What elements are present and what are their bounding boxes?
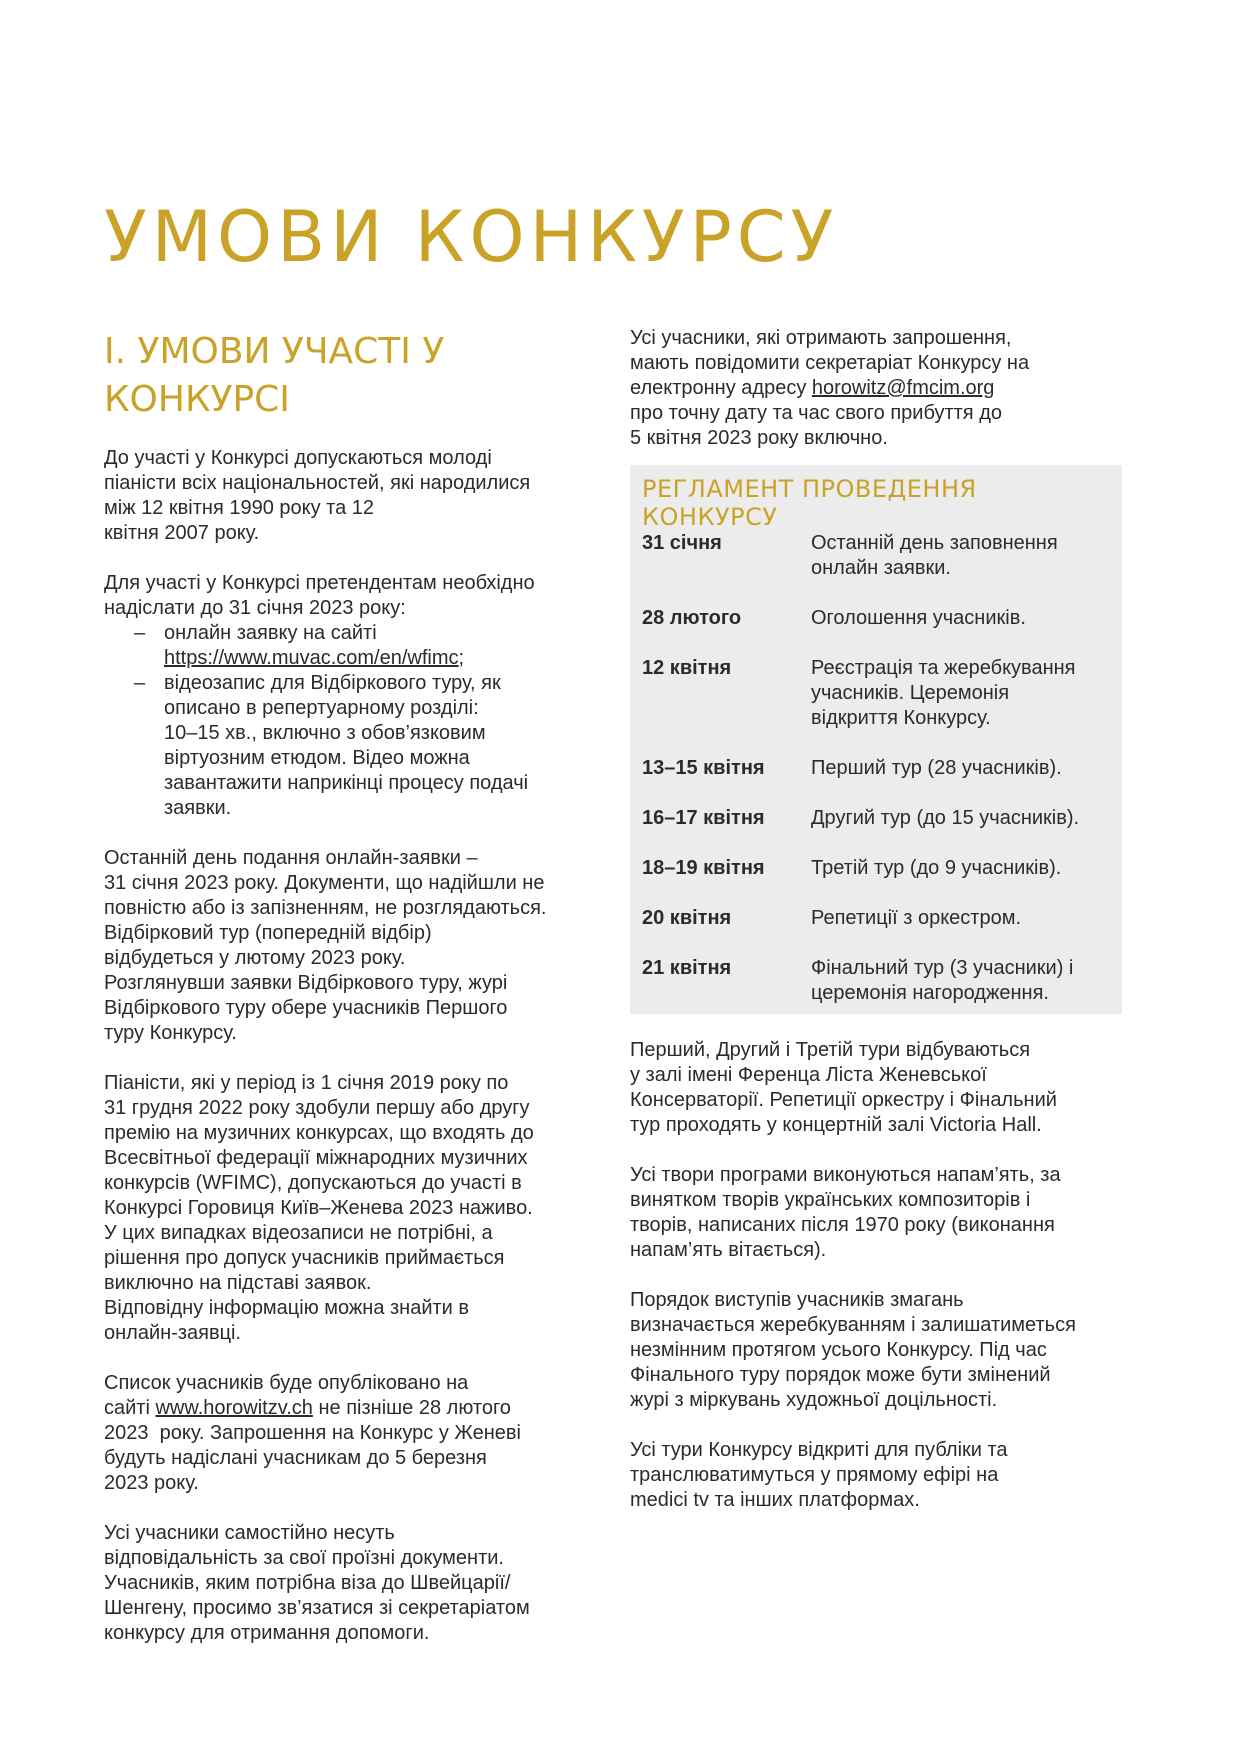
schedule-description: [811, 956, 1110, 1006]
section-title: [104, 328, 584, 424]
text-line: надіслати до 31 січня 2023 року:: [104, 597, 406, 619]
secretariat-email-link[interactable]: horowitz@fmcim.org: [811, 377, 995, 399]
text-line: тур проходять у концертній залі Victoria Hall.: [630, 1114, 1042, 1136]
list-item: [132, 621, 584, 671]
text-line: [104, 1396, 584, 1421]
text-line: Консерваторії. Репетиції оркестру і Фінальний: [630, 1089, 1057, 1111]
text-line: відбудеться у лютому 2023 року.: [104, 947, 406, 969]
schedule-description: [811, 531, 1110, 581]
left-column: [104, 328, 584, 1671]
schedule-description: [811, 656, 1110, 731]
text-fragment: сайті: [104, 1397, 156, 1419]
text-line: завантажити наприкінці процесу подачі: [164, 772, 529, 794]
schedule-row: [642, 956, 1110, 1006]
schedule-description: [811, 906, 1110, 931]
text-line: 2023 року.: [104, 1472, 199, 1494]
schedule-rows: [642, 531, 1110, 1006]
text-line: Піаністи, які у період із 1 січня 2019 року по: [104, 1072, 509, 1094]
schedule-row: [642, 906, 1110, 931]
text-line: Усі учасники, які отримають запрошення,: [630, 327, 1012, 349]
text-line: [164, 646, 584, 671]
text-line: Фінальний тур (3 учасники) і: [811, 957, 1074, 979]
text-line: Учасників, яким потрібна віза до Швейцарії/: [104, 1572, 511, 1594]
text-line: Другий тур (до 15 учасників).: [811, 807, 1080, 829]
text-line: Реєстрація та жеребкування: [811, 657, 1076, 679]
text-line: Всесвітньої федерації міжнародних музичних: [104, 1147, 528, 1169]
text-line: між 12 квітня 1990 року та 12: [104, 497, 375, 519]
text-line: онлайн-заявці.: [104, 1322, 242, 1344]
text-line: відкриття Конкурсу.: [811, 707, 991, 729]
section-title-line: КОНКУРСІ: [104, 379, 290, 420]
text-line: – онлайн заявку на сайті: [164, 622, 377, 644]
list-item: [132, 671, 584, 821]
schedule-row: [642, 606, 1110, 631]
text-line: До участі у Конкурсі допускаються молоді: [104, 447, 492, 469]
section-title-line: I. УМОВИ УЧАСТІ У: [104, 331, 445, 372]
text-line: 31 грудня 2022 року здобули першу або другу: [104, 1097, 530, 1119]
text-line: Третій тур (до 9 учасників).: [811, 857, 1062, 879]
page-title: УМОВИ КОНКУРСУ: [104, 196, 839, 278]
text-line: мають повідомити секретаріат Конкурсу на: [630, 352, 1030, 374]
schedule-description: [811, 756, 1110, 781]
schedule-title: [642, 475, 1110, 531]
text-line: [630, 376, 1122, 401]
schedule-row: [642, 756, 1110, 781]
text-line: транслюватимуться у прямому ефірі на: [630, 1464, 999, 1486]
text-fragment: електронну адресу: [630, 377, 812, 399]
text-line: онлайн заявки.: [811, 557, 951, 579]
text-line: У цих випадках відеозаписи не потрібні, а: [104, 1222, 493, 1244]
text-line: конкурсу для отримання допомоги.: [104, 1622, 430, 1644]
text-line: Відбіркового туру обере учасників Першого: [104, 997, 508, 1019]
text-line: піаністи всіх національностей, які народилися: [104, 472, 531, 494]
text-line: рішення про допуск учасників приймається: [104, 1247, 505, 1269]
schedule-date: 31 січня: [642, 532, 722, 554]
text-line: 2023 року. Запрошення на Конкурс у Женеві: [104, 1422, 521, 1444]
broadcast-paragraph: [630, 1438, 1122, 1513]
schedule-row: [642, 531, 1110, 581]
text-line: незмінним протягом усього Конкурсу. Під час: [630, 1339, 1047, 1361]
text-line: Останній день заповнення: [811, 532, 1058, 554]
text-line: – відеозапис для Відбіркового туру, як: [164, 672, 501, 694]
text-line: Перший, Другий і Третій тури відбуваються: [630, 1039, 1031, 1061]
memory-paragraph: [630, 1163, 1122, 1263]
text-line: описано в репертуарному розділі:: [164, 697, 479, 719]
text-line: Шенгену, просимо зв’язатися зі секретаріатом: [104, 1597, 530, 1619]
text-line: Порядок виступів учасників змагань: [630, 1289, 964, 1311]
right-column: [630, 326, 1122, 1538]
schedule-description: [811, 806, 1110, 831]
schedule-date: 12 квітня: [642, 657, 732, 679]
schedule-date: 16–17 квітня: [642, 807, 765, 829]
text-line: повністю або із запізненням, не розглядаються.: [104, 897, 547, 919]
text-line: 10–15 хв., включно з обов’язковим: [164, 722, 486, 744]
text-line: medici tv та інших платформах.: [630, 1489, 920, 1511]
schedule-date: 18–19 квітня: [642, 857, 765, 879]
text-line: Репетиції з оркестром.: [811, 907, 1021, 929]
requirements-paragraph: [104, 571, 584, 621]
text-line: про точну дату та час свого прибуття до: [630, 402, 1002, 424]
venues-paragraph: [630, 1038, 1122, 1138]
eligibility-paragraph: [104, 446, 584, 546]
travel-documents-paragraph: [104, 1521, 584, 1646]
text-line: Оголошення учасників.: [811, 607, 1026, 629]
laureates-paragraph: [104, 1071, 584, 1346]
text-line: визначається жеребкуванням і залишатиметься: [630, 1314, 1076, 1336]
text-line: туру Конкурсу.: [104, 1022, 237, 1044]
text-line: Список учасників буде опубліковано на: [104, 1372, 469, 1394]
text-line: журі з міркувань художньої доцільності.: [630, 1389, 998, 1411]
text-fragment: не пізніше 28 лютого: [312, 1397, 511, 1419]
schedule-row: [642, 656, 1110, 731]
order-paragraph: [630, 1288, 1122, 1413]
deadline-paragraph: [104, 846, 584, 1046]
text-line: творів, написаних після 1970 року (виконання: [630, 1214, 1055, 1236]
schedule-date: 21 квітня: [642, 957, 732, 979]
text-line: церемонія нагородження.: [811, 982, 1049, 1004]
text-line: напам’ять вітається).: [630, 1239, 827, 1261]
schedule-date: 28 лютого: [642, 607, 742, 629]
text-line: винятком творів українських композиторів і: [630, 1189, 1031, 1211]
schedule-box: [630, 465, 1122, 1014]
text-line: будуть надіслані учасникам до 5 березня: [104, 1447, 487, 1469]
text-line: Конкурсі Горовиця Київ–Женева 2023 наживо.: [104, 1197, 533, 1219]
arrival-paragraph: [630, 326, 1122, 451]
text-line: Перший тур (28 учасників).: [811, 757, 1062, 779]
text-line: Фінального туру порядок може бути змінений: [630, 1364, 1051, 1386]
schedule-row: [642, 806, 1110, 831]
text-line: відповідальність за свої проїзні документи.: [104, 1547, 504, 1569]
schedule-title-line: КОНКУРСУ: [642, 503, 778, 531]
text-line: у залі імені Ференца Ліста Женевської: [630, 1064, 987, 1086]
text-line: 31 січня 2023 року. Документи, що надійшли не: [104, 872, 545, 894]
text-line: заявки.: [164, 797, 232, 819]
text-line: Останній день подання онлайн-заявки –: [104, 847, 478, 869]
schedule-date: 20 квітня: [642, 907, 732, 929]
text-fragment: ;: [458, 647, 465, 669]
text-line: Відповідну інформацію можна знайти в: [104, 1297, 470, 1319]
text-line: Відбірковий тур (попередній відбір): [104, 922, 432, 944]
text-line: Розглянувши заявки Відбіркового туру, журі: [104, 972, 508, 994]
text-line: квітня 2007 року.: [104, 522, 260, 544]
schedule-description: [811, 606, 1110, 631]
schedule-title-line: РЕГЛАМЕНТ ПРОВЕДЕННЯ: [642, 475, 977, 503]
text-line: премію на музичних конкурсах, що входять до: [104, 1122, 534, 1144]
text-line: Усі тури Конкурсу відкриті для публіки та: [630, 1439, 1008, 1461]
schedule-date: 13–15 квітня: [642, 757, 765, 779]
muvac-link[interactable]: https://www.muvac.com/en/wfimc: [164, 647, 459, 669]
schedule-row: [642, 856, 1110, 881]
participants-list-paragraph: [104, 1371, 584, 1496]
text-line: учасників. Церемонія: [811, 682, 1010, 704]
requirements-list: [104, 621, 584, 821]
text-line: Усі учасники самостійно несуть: [104, 1522, 395, 1544]
horowitz-website-link[interactable]: www.horowitzv.ch: [155, 1397, 313, 1419]
text-line: віртуозним етюдом. Відео можна: [164, 747, 470, 769]
text-line: виключно на підставі заявок.: [104, 1272, 372, 1294]
text-line: Для участі у Конкурсі претендентам необхідно: [104, 572, 535, 594]
schedule-description: [811, 856, 1110, 881]
text-line: Усі твори програми виконуються напам’ять, за: [630, 1164, 1061, 1186]
text-line: конкурсів (WFIMC), допускаються до участі в: [104, 1172, 522, 1194]
text-line: 5 квітня 2023 року включно.: [630, 427, 888, 449]
